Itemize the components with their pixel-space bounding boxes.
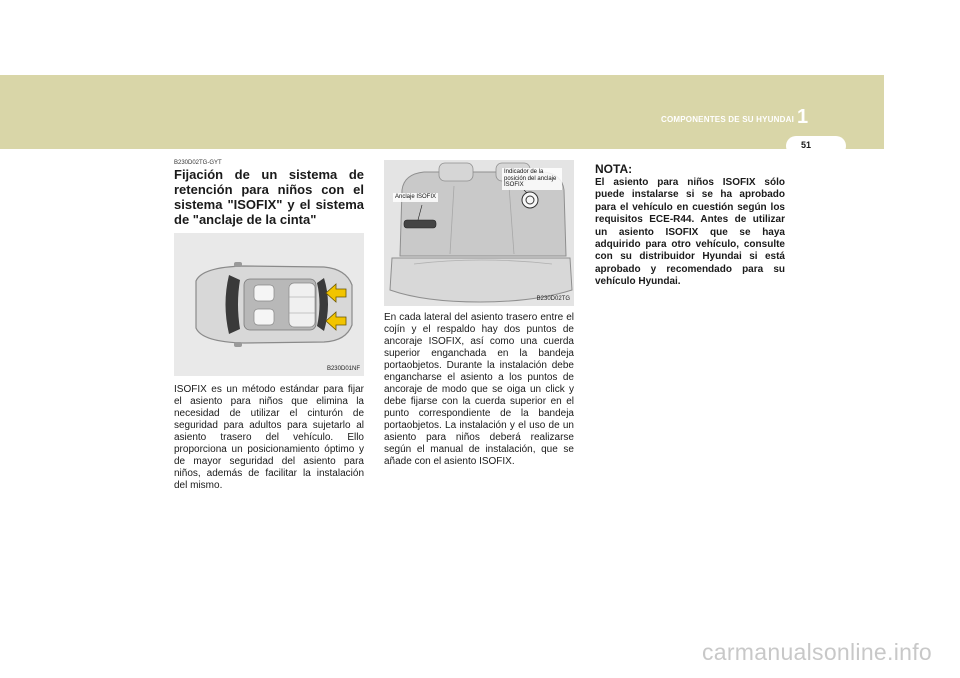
middle-column [384,160,574,468]
car-top-view-figure [174,233,364,376]
page-number: 51 [800,140,811,150]
section-code: B230D02TG-GYT [174,160,222,166]
body-paragraph: ISOFIX es un método estándar para fijar el asiento para niños que elimina la necesidad de utilizar el cinturón de seguridad para adultos para sujetarlo al asiento trasero del vehículo. Ello proporciona un posicionamiento óptimo y de mayor seguridad del asiento para niños, además de facilitar la instalación del mismo. [174,384,364,491]
chapter-number: 1 [797,106,809,128]
isofix-anchor-callout: Anclaje ISOFIX [395,194,437,200]
body-paragraph: En cada lateral del asiento trasero entre el cojín y el respaldo hay dos puntos de ancoraje ISOFIX, así como una cuerda superior enganchada en la bandeja portaobjetos. Durante la instalación debe engancharse el asiento a los puntos de ancoraje de modo que se oiga un click y debe fijarse con la cuerda superior en el punto correspondiente de la bandeja portaobjetos. La instalación y el uso de un asiento para niños deberá realizarse según el manual de instalación, que se añade con el asiento ISOFIX. [384,312,574,467]
figure-code: B230D02TG [536,296,570,302]
watermark: carmanualsonline.info [701,639,932,665]
left-column [174,160,364,492]
chapter-title: COMPONENTES DE SU HYUNDAI [660,115,794,124]
figure-code: B230D01NF [326,366,360,372]
note-paragraph: El asiento para niños ISOFIX sólo puede instalarse si se ha aprobado para el vehículo en cuestión según los requisitos ECE-R44. Antes de utilizar un asiento ISOFIX que se haya adquirido para otro vehículo, consulte con su distribuidor Hyundai si está aprobado y recomendado para su vehículo Hyundai. [595,177,785,288]
section-title: Fijación de un sistema de retención para niños con el sistema "ISOFIX" y el sistema de "anclaje de la cinta" [174,167,364,227]
rear-seat-figure [384,160,574,306]
isofix-indicator-callout: Indicador de la posición del anclaje ISOFIX [502,168,562,190]
header-band [0,75,884,149]
right-column [595,160,785,289]
note-title: NOTA: [595,162,633,176]
car-top-view-illustration [174,233,364,376]
